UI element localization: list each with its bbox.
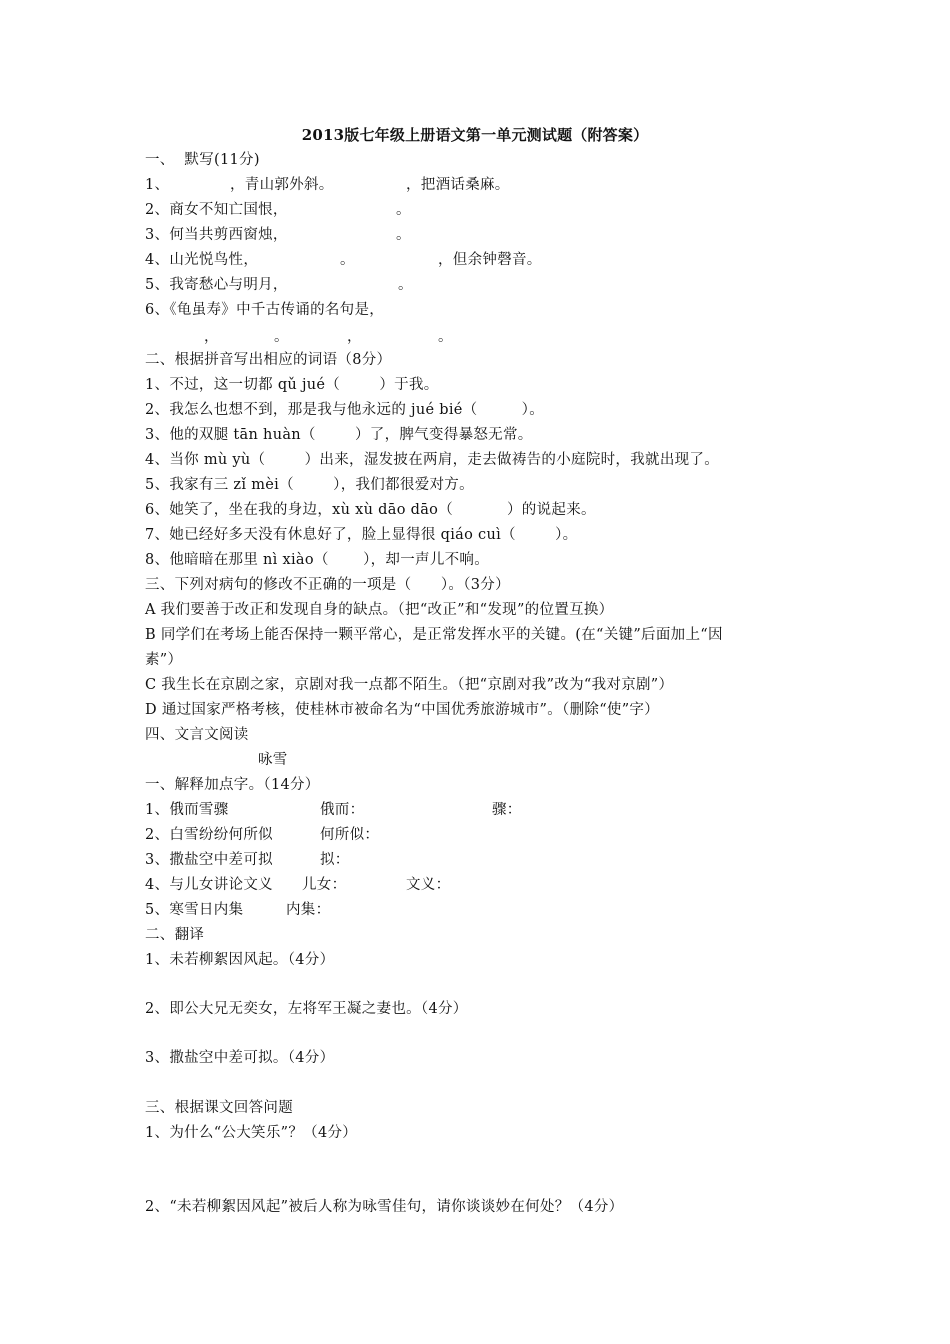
- q2-text: 2、商女不知亡国恨，: [145, 202, 288, 218]
- q4-mid: 。: [340, 252, 355, 268]
- q6-punct-2: 。: [274, 329, 289, 345]
- q4-tail: ，但余钟磬音。: [438, 252, 542, 268]
- pinyin-item-8: 8、他暗暗在那里 nì xiào（ ），却一声儿不响。: [145, 552, 490, 568]
- option-c: C 我生长在京剧之家，京剧对我一点都不陌生。（把“京剧对我”改为“我对京剧”）: [145, 677, 674, 693]
- q6-punct-1: ，: [204, 329, 219, 345]
- option-b-line-1: B 同学们在考场上能否保持一颗平常心，是正常发挥水平的关键。(在“关键”后面加上“因: [145, 627, 723, 643]
- explain-row-1-label-2: 骤：: [492, 802, 522, 818]
- section-heading-dictation: 一、 默写(11分): [145, 152, 260, 168]
- option-d: D 通过国家严格考核，使桂林市被命名为“中国优秀旅游城市”。（删除“使”字）: [145, 702, 660, 718]
- sub3-heading: 三、根据课文回答问题: [145, 1100, 293, 1116]
- q1-segment-1: ，青山郭外斜。: [230, 177, 334, 193]
- q3-text: 3、何当共剪西窗烛，: [145, 227, 288, 243]
- section-heading-pinyin: 二、根据拼音写出相应的词语（8分）: [145, 352, 392, 368]
- explain-row-5: 5、寒雪日内集: [145, 902, 244, 918]
- pinyin-item-5: 5、我家有三 zǐ mèi（ ），我们都很爱对方。: [145, 477, 474, 493]
- explain-row-4: 4、与儿女讲论文义: [145, 877, 273, 893]
- q1-segment-2: ，把酒话桑麻。: [406, 177, 510, 193]
- pinyin-item-4: 4、当你 mù yù（ ）出来，湿发披在两肩，走去做祷告的小庭院时，我就出现了。: [145, 452, 720, 468]
- q1-number: 1、: [145, 177, 170, 193]
- q4-text: 4、山光悦鸟性，: [145, 252, 259, 268]
- q5-text: 5、我寄愁心与明月，: [145, 277, 288, 293]
- sub2-heading: 二、翻译: [145, 927, 205, 943]
- answer-question-1: 1、为什么“公大笑乐”？（4分）: [145, 1125, 358, 1141]
- section-heading-sentence-fix: 三、下列对病句的修改不正确的一项是（ ）。（3分）: [145, 577, 510, 593]
- pinyin-item-3: 3、他的双腿 tān huàn（ ）了，脾气变得暴怒无常。: [145, 427, 533, 443]
- poem-title: 咏雪: [258, 752, 288, 768]
- answer-question-2: 2、“未若柳絮因风起”被后人称为咏雪佳句，请你谈谈妙在何处？（4分）: [145, 1199, 624, 1215]
- document-title: 2013版七年级上册语文第一单元测试题（附答案）: [301, 126, 649, 144]
- section-heading-classical: 四、文言文阅读: [145, 727, 249, 743]
- explain-row-2: 2、白雪纷纷何所似: [145, 827, 273, 843]
- explain-row-3-label: 拟：: [320, 852, 350, 868]
- translate-1: 1、未若柳絮因风起。（4分）: [145, 952, 335, 968]
- explain-row-3: 3、撒盐空中差可拟: [145, 852, 273, 868]
- q6-punct-3: ，: [347, 329, 362, 345]
- translate-3: 3、撒盐空中差可拟。（4分）: [145, 1050, 335, 1066]
- pinyin-item-2: 2、我怎么也想不到，那是我与他永远的 jué bié（ ）。: [145, 402, 544, 418]
- sub1-heading: 一、解释加点字。（14分）: [145, 777, 320, 793]
- explain-row-1: 1、俄而雪骤: [145, 802, 229, 818]
- option-a: A 我们要善于改正和发现自身的缺点。（把“改正”和“发现”的位置互换）: [145, 602, 614, 618]
- explain-row-2-label: 何所似：: [320, 827, 380, 843]
- pinyin-item-6: 6、她笑了，坐在我的身边，xù xù dāo dāo（ ）的说起来。: [145, 502, 596, 518]
- q6-text: 6、《龟虽寿》中千古传诵的名句是，: [145, 302, 385, 318]
- explain-row-4-label: 儿女：: [302, 877, 347, 893]
- pinyin-item-1: 1、不过，这一切都 qǔ jué（ ）于我。: [145, 377, 439, 393]
- pinyin-item-7: 7、她已经好多天没有休息好了，脸上显得很 qiáo cuì（ ）。: [145, 527, 578, 543]
- q2-end: 。: [396, 202, 411, 218]
- q3-end: 。: [396, 227, 411, 243]
- q6-punct-4: 。: [438, 329, 453, 345]
- explain-row-5-label: 内集：: [286, 902, 331, 918]
- q5-end: 。: [398, 277, 413, 293]
- option-b-line-2: 素”）: [145, 652, 183, 668]
- explain-row-4-label-2: 文义：: [406, 877, 451, 893]
- explain-row-1-label: 俄而：: [320, 802, 365, 818]
- translate-2: 2、即公大兄无奕女，左将军王凝之妻也。（4分）: [145, 1001, 468, 1017]
